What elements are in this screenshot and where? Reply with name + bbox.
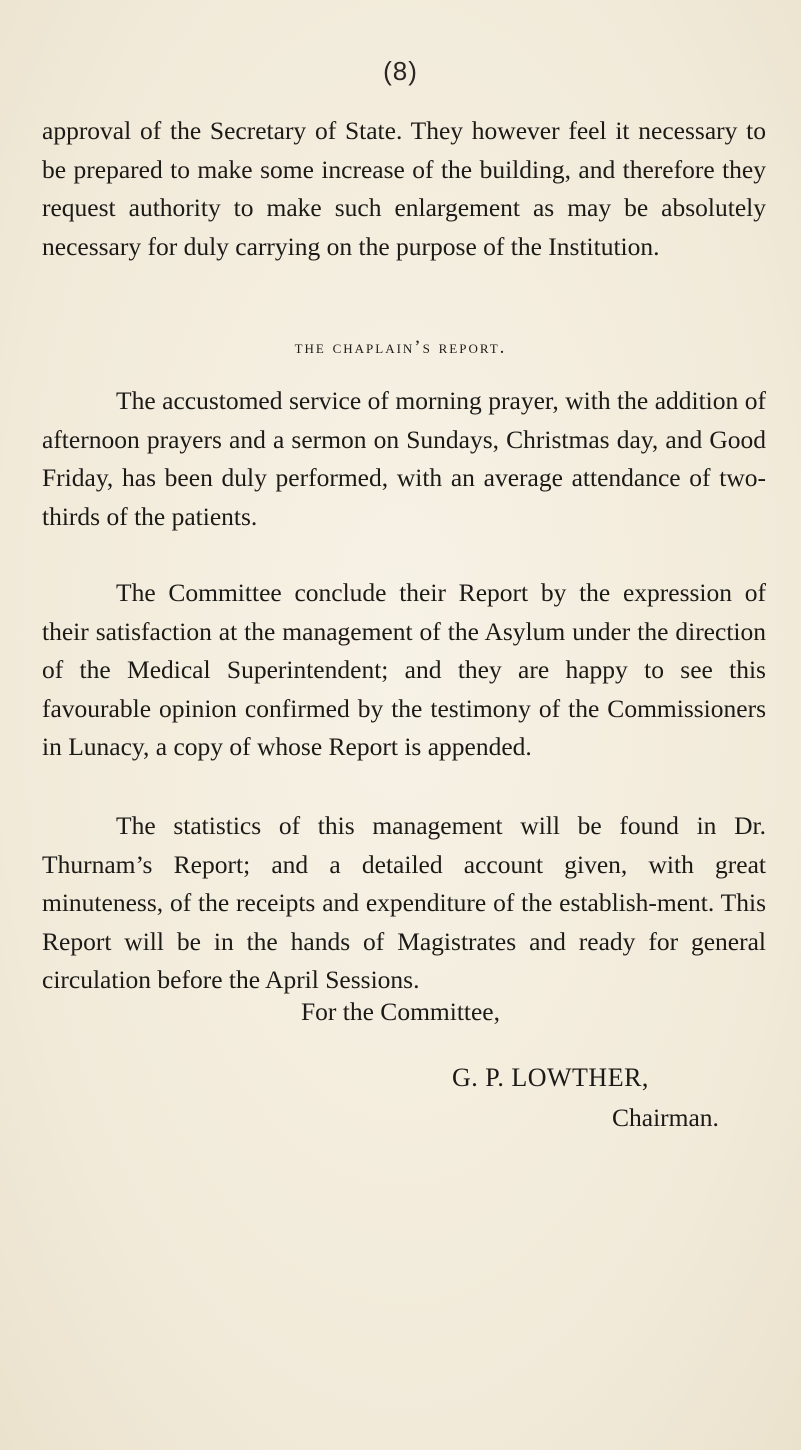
signoff-line: For the Committee,: [300, 997, 501, 1026]
signatory-title: Chairman.: [612, 1103, 719, 1132]
page-number: (8): [383, 56, 418, 86]
paragraph-chaplain: The accustomed service of morning prayer, with the addition of afternoon prayers and a sermon on Sundays, Christmas day, and Good Friday, has been duly performed, with an average attendance of two-thirds of the patients.: [42, 386, 766, 531]
signatory-name: G. P. LOWTHER,: [452, 1063, 649, 1092]
paragraph-continued: approval of the Secretary of State. They however feel it necessary to be prepared to make some increase of the building, and therefore they request authority to make such enlargement as may be absolutely necessary for duly carrying on the purpose of the Institution.: [42, 116, 766, 261]
paragraph-conclusion: The Committee conclude their Report by the expression of their satisfaction at the management of the Asylum under the direction of the Medical Superintendent; and they are happy to see this favourable opinion confirmed by the testimony of the Commissioners in Lunacy, a copy of whose Report is appended.: [42, 578, 766, 761]
paragraph-statistics: The statistics of this management will be found in Dr. Thurnam’s Report; and a detailed account given, with great minuteness, of the receipts and expenditure of the establish-ment. This Report will be in the hands of Magistrates and ready for general circulation before the April Sessions.: [42, 811, 766, 994]
section-heading: the chaplain’s report.: [294, 337, 507, 358]
